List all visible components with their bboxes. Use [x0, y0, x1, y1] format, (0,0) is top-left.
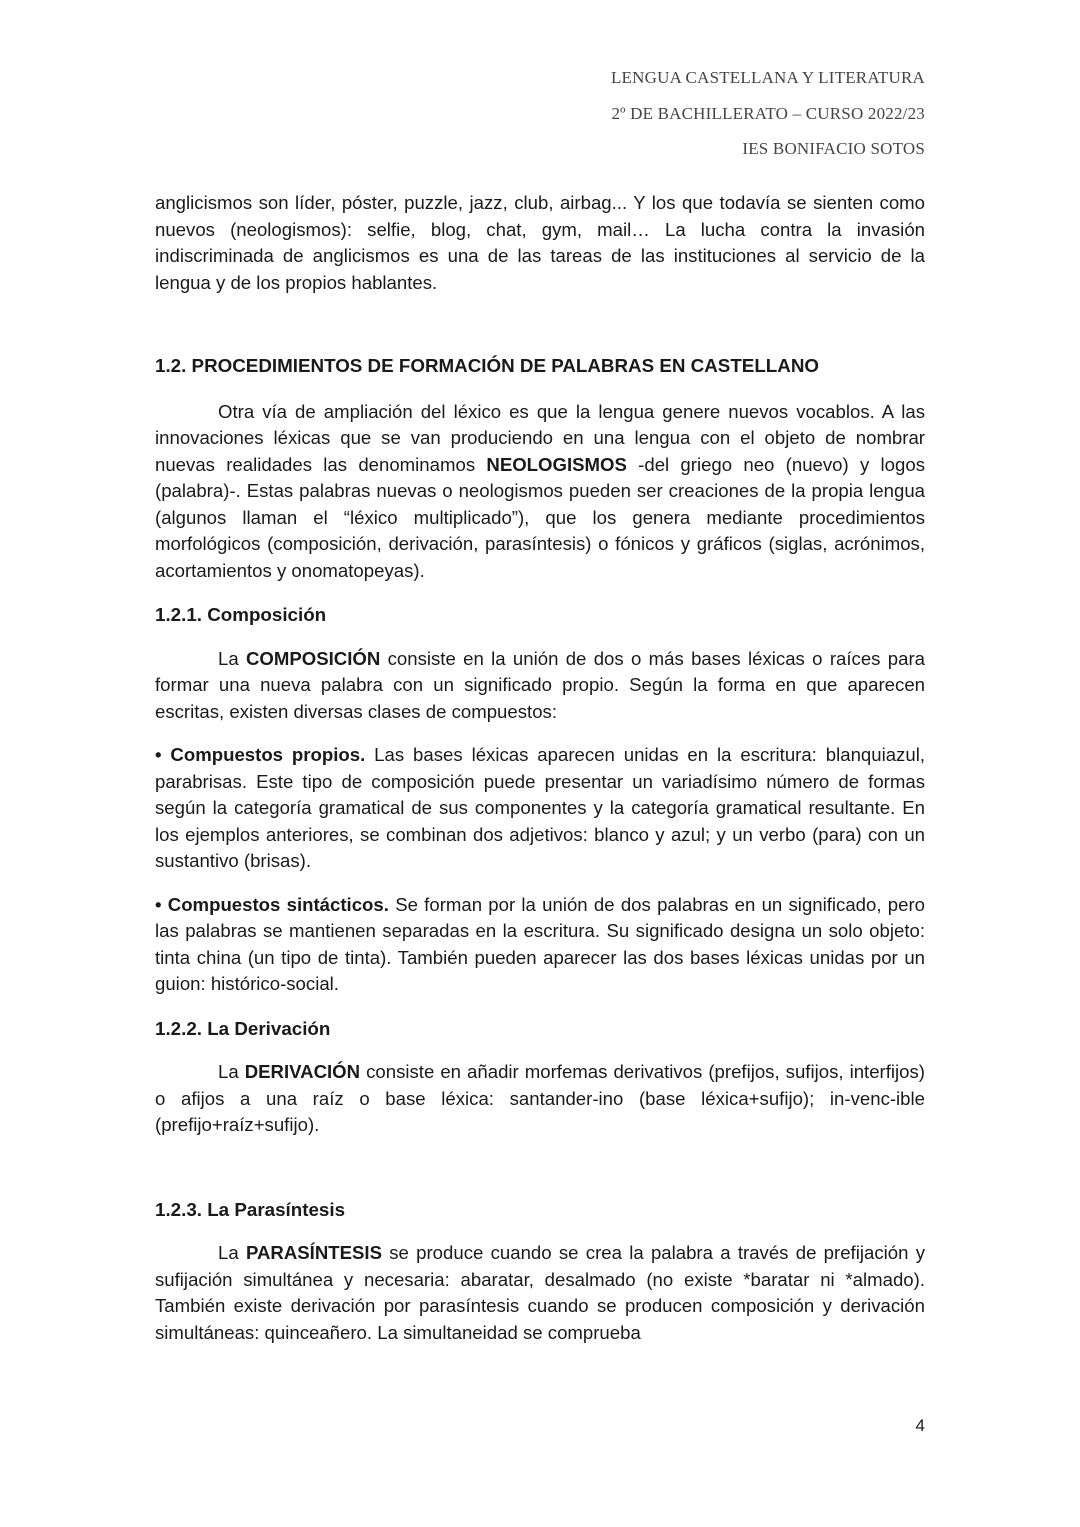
bullet-label: • Compuestos propios.: [155, 744, 366, 765]
section-1-2-title: 1.2. PROCEDIMIENTOS DE FORMACIÓN DE PALABRAS EN CASTELLANO: [155, 355, 820, 376]
composicion-paragraph: La COMPOSICIÓN consiste en la unión de dos o más bases léxicas o raíces para formar una nueva palabra con un significado propio. Según la forma en que aparecen escritas, existen diversas clases de compuestos:: [155, 647, 925, 722]
neologismos-term: NEOLOGISMOS: [486, 453, 627, 475]
parasintesis-paragraph: La PARASÍNTESIS se produce cuando se crea la palabra a través de prefijación y sufijación simultánea y necesaria: abaratar, desalmado (no existe *baratar ni *almado). También existe derivación por parasíntesis cuando se producen composición y derivación simultáneas: quinceañero. La simultaneidad se comprueba: [155, 1242, 925, 1343]
section-1-2-3-title: 1.2.3. La Parasíntesis: [155, 1198, 346, 1220]
composicion-term: COMPOSICIÓN: [246, 647, 381, 669]
bullet-compuestos-propios: • Compuestos propios. Las bases léxicas aparecen unidas en la escritura: blanquiazul, parabrisas. Este tipo de composición puede presentar un variadísimo número de formas según la categoría gramatical de sus componentes y la categoría gramatical resultante. En los ejemplos anteriores, se combinan dos adjetivos: blanco y azul; y un verbo (para) con un sustantivo (brisas).: [155, 744, 925, 871]
page-number: 4: [915, 1416, 925, 1435]
derivacion-paragraph: La DERIVACIÓN consiste en añadir morfemas derivativos (prefijos, sufijos, interfijos) o afijos a una raíz o base léxica: santander-ino (base léxica+sufijo); in-venc-ible (prefijo+raíz+sufijo).: [155, 1061, 925, 1135]
header-school: IES BONIFACIO SOTOS: [742, 139, 925, 158]
section-1-2-1-title: 1.2.1. Composición: [155, 604, 327, 625]
header-subject: LENGUA CASTELLANA Y LITERATURA: [610, 68, 925, 87]
section-1-2-paragraph: Otra vía de ampliación del léxico es que la lengua genere nuevos vocablos. A las innovaciones léxicas que se van produciendo en una lengua con el objeto de nombrar nuevas realidades las denominamos NEOLOGISMOS -del griego neo (nuevo) y logos (palabra)-. Estas palabras nuevas o neologismos pueden ser creaciones de la propia lengua (algunos llaman el “léxico multiplicado”), que los genera mediante procedimientos morfológicos (composición, derivación, parasíntesis) o fónicos y gráficos (siglas, acrónimos, acortamientos y onomatopeyas).: [155, 400, 925, 581]
page-header: [611, 60, 925, 167]
bullet-label: • Compuestos sintácticos.: [155, 893, 389, 915]
intro-paragraph: anglicismos son líder, póster, puzzle, jazz, club, airbag... Y los que todavía se sienten como nuevos (neologismos): selfie, blog, chat, gym, mail… La lucha contra la invasión indiscriminada de anglicismos es una de las tareas de las instituciones al servicio de la lengua y de los propios hablantes.: [155, 192, 925, 293]
derivacion-term: DERIVACIÓN: [244, 1061, 361, 1082]
parasintesis-term: PARASÍNTESIS: [245, 1242, 382, 1263]
bullet-compuestos-sintacticos: • Compuestos sintácticos. Se forman por la unión de dos palabras en un significado, pero las palabras se mantienen separadas en la escritura. Su significado designa un solo objeto: tinta china (un tipo de tinta). También pueden aparecer las dos bases léxicas unidas por un guion: histórico-social.: [155, 893, 925, 994]
header-course: 2º DE BACHILLERATO – CURSO 2022/23: [611, 103, 925, 123]
document-body: [155, 190, 925, 1346]
section-1-2-2-title: 1.2.2. La Derivación: [155, 1017, 331, 1039]
